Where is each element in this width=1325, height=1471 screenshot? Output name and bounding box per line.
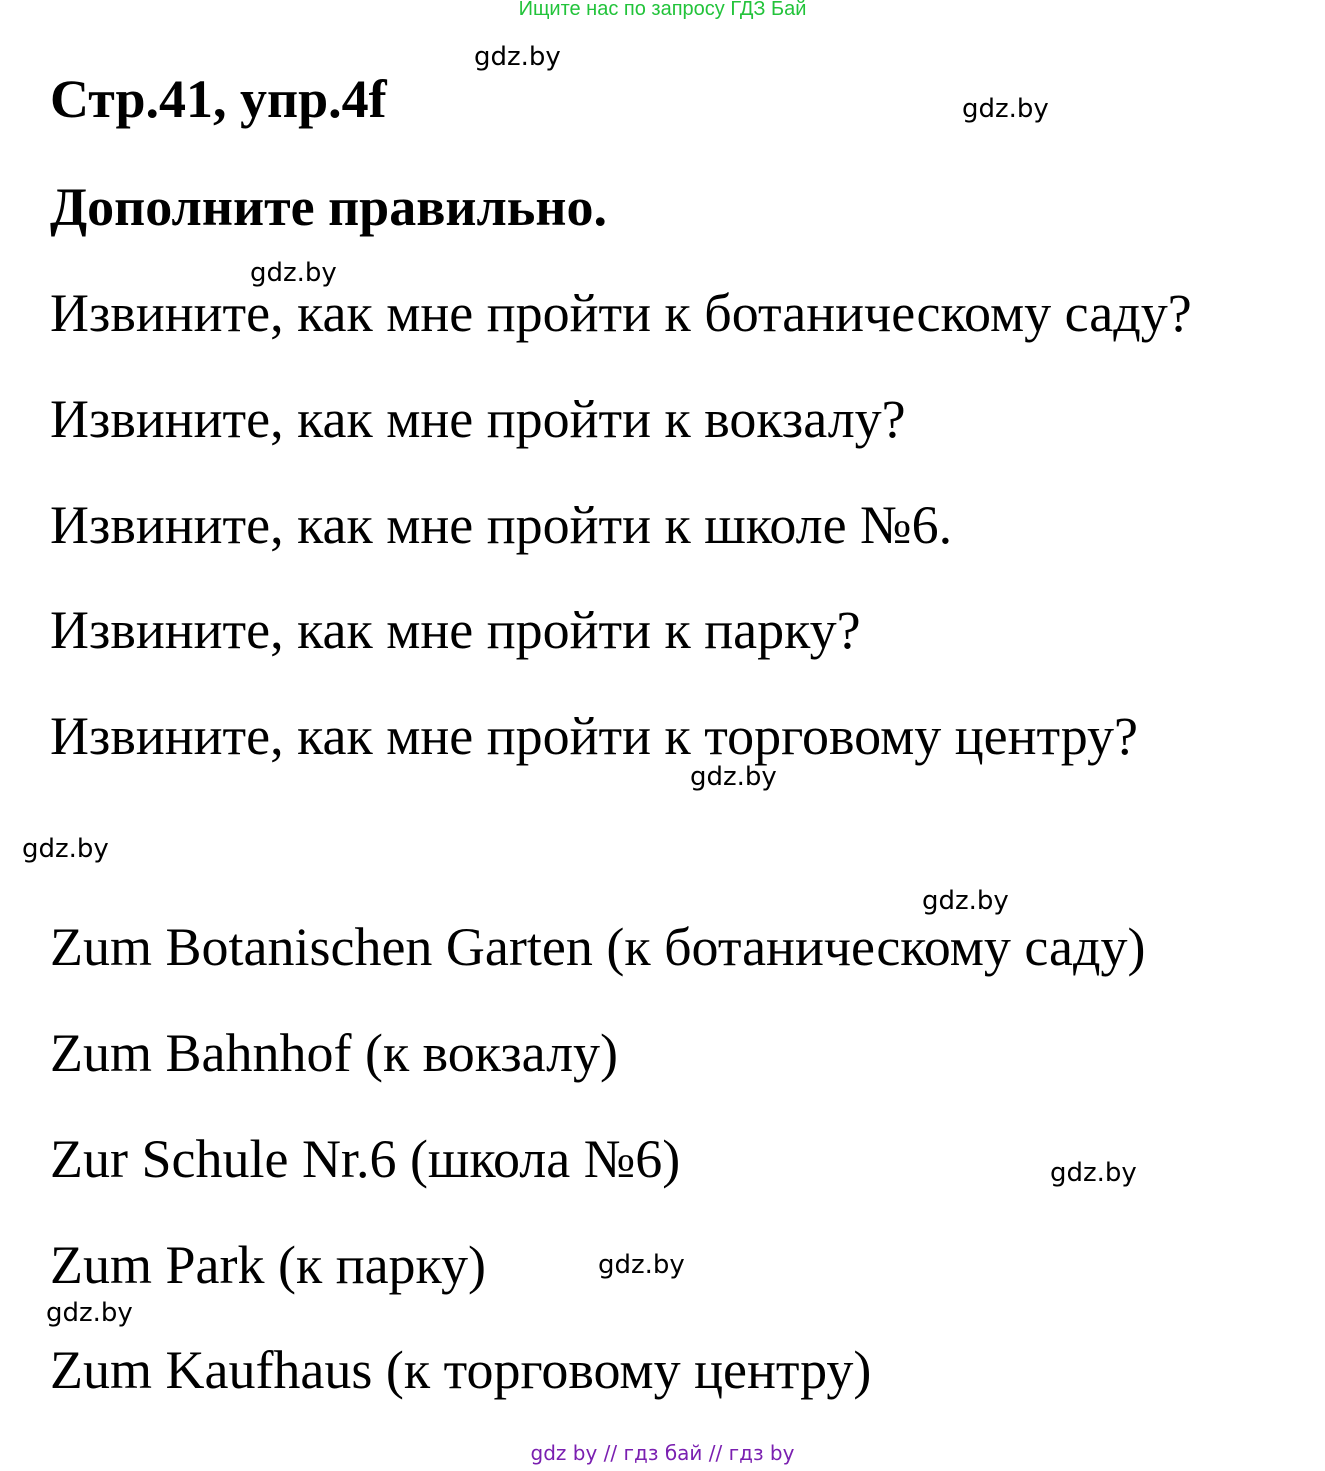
german-line-5: Zum Kaufhaus (к торговому центру) (50, 1340, 872, 1400)
watermark: gdz.by (474, 42, 561, 72)
page-title: Стр.41, упр.4f (50, 69, 387, 129)
german-line-4: Zum Park (к парку) (50, 1235, 487, 1295)
russian-line-4: Извините, как мне пройти к парку? (50, 600, 861, 660)
top-banner[interactable]: Ищите нас по запросу ГДЗ Бай (518, 0, 807, 20)
task-instruction: Дополните правильно. (50, 177, 607, 237)
german-line-1: Zum Botanischen Garten (к ботаническому саду) (50, 917, 1146, 977)
watermark: gdz.by (1050, 1158, 1137, 1188)
watermark: gdz.by (962, 94, 1049, 124)
russian-line-1: Извините, как мне пройти к ботаническому саду? (50, 283, 1192, 343)
watermark: gdz.by (22, 834, 109, 864)
russian-line-5: Извините, как мне пройти к торговому центру? (50, 706, 1139, 766)
watermark: gdz.by (250, 258, 337, 288)
russian-line-2: Извините, как мне пройти к вокзалу? (50, 389, 906, 449)
german-line-3: Zur Schule Nr.6 (школа №6) (50, 1129, 681, 1189)
footer-watermark: gdz by // гдз бай // гдз by (530, 1441, 795, 1465)
watermark: gdz.by (922, 886, 1009, 916)
russian-line-3: Извините, как мне пройти к школе №6. (50, 495, 953, 555)
watermark: gdz.by (46, 1298, 133, 1328)
watermark: gdz.by (690, 762, 777, 792)
german-line-2: Zum Bahnhof (к вокзалу) (50, 1023, 619, 1083)
watermark: gdz.by (598, 1250, 685, 1280)
